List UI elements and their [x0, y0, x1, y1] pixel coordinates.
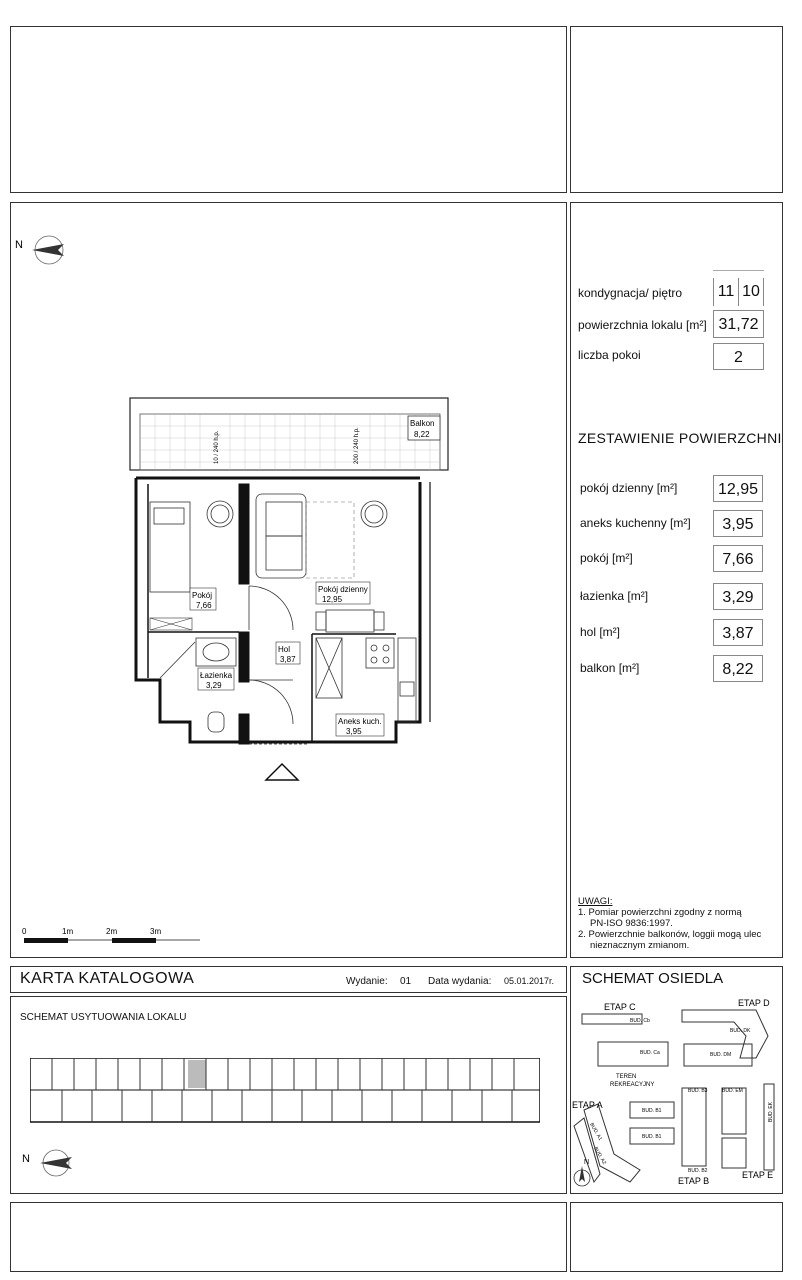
scale-tick: 3m — [150, 927, 162, 936]
sofa — [256, 494, 306, 578]
summary-row-label: aneks kuchenny [m²] — [580, 516, 691, 530]
room-area-pokoj: 7,66 — [196, 601, 212, 610]
floor-label: kondygnacja/ piętro — [578, 286, 683, 300]
summary-row-value: 3,29 — [713, 583, 763, 610]
notes-title: UWAGI: — [578, 896, 613, 907]
date-value: 05.01.2017r. — [504, 976, 555, 986]
doors — [249, 586, 308, 744]
etap-a: ETAP A — [572, 1100, 603, 1110]
dining-table — [316, 610, 384, 632]
room-label-lazienka: Łazienka — [200, 671, 233, 680]
notes-line: nieznacznym zmianom. — [590, 940, 690, 951]
interior-walls — [148, 484, 396, 744]
estate-title: SCHEMAT OSIEDLA — [582, 970, 724, 987]
bud-em: BUD. EM — [722, 1088, 743, 1094]
notes-line: 2. Powierzchnie balkonów, loggii mogą ulec — [578, 929, 762, 940]
scale-tick: 0 — [22, 927, 27, 936]
bud-a1: BUD. A1 — [588, 1122, 604, 1142]
summary-row-label: hol [m²] — [580, 625, 621, 639]
window-tag-1: 10 / 240 h.p. — [214, 430, 220, 464]
scale-bar — [22, 927, 200, 943]
summary-row-value: 12,95 — [713, 475, 763, 502]
building-strip — [30, 1058, 540, 1128]
rug — [306, 502, 354, 578]
catalog-title: KARTA KATALOGOWA — [20, 970, 195, 987]
top-right-frame — [570, 26, 783, 193]
area-value: 31,72 — [713, 310, 764, 338]
bud-ek: BUD. EK — [768, 1101, 774, 1122]
bud-dm: BUD. DM — [710, 1052, 732, 1058]
floor-value-1: 11 — [713, 278, 739, 306]
room-area-aneks: 3,95 — [346, 727, 362, 736]
bud-dk: BUD. DK — [730, 1028, 751, 1034]
bottom-right-frame — [570, 1202, 783, 1272]
location-title: SCHEMAT USYTUOWANIA LOKALU — [20, 1012, 187, 1023]
compass-label: N — [584, 1159, 590, 1166]
bud-b2: BUD. B2 — [688, 1168, 708, 1174]
floor-plan — [10, 202, 567, 958]
teren-label: TEREN — [616, 1074, 637, 1080]
room-area-dzienny: 12,95 — [322, 595, 343, 604]
room-area-hol: 3,87 — [280, 655, 296, 664]
rooms-value: 2 — [713, 343, 764, 370]
scale-tick: 2m — [106, 927, 118, 936]
bud-ca: BUD. Ca — [640, 1050, 660, 1056]
summary-row-value: 3,87 — [713, 619, 763, 646]
compass-label: N — [15, 239, 23, 251]
etap-e: ETAP E — [742, 1170, 774, 1180]
bud-a2: BUD. A2 — [592, 1146, 608, 1166]
top-left-frame — [10, 26, 567, 193]
wardrobe — [150, 618, 192, 630]
armchair-left — [207, 501, 233, 527]
bottom-left-frame — [10, 1202, 567, 1272]
summary-row-value: 8,22 — [713, 655, 763, 682]
bud-b3: BUD. B3 — [688, 1088, 708, 1094]
edition-value: 01 — [400, 976, 412, 987]
armchair-right — [361, 501, 387, 527]
scale-tick: 1m — [62, 927, 74, 936]
balcony — [130, 398, 448, 470]
room-label-pokoj: Pokój — [192, 591, 213, 600]
notes-line: PN-ISO 9836:1997. — [590, 918, 673, 929]
room-label-dzienny: Pokój dzienny — [318, 585, 368, 594]
bud-b1: BUD. B1 — [642, 1108, 662, 1114]
etap-d: ETAP D — [738, 998, 770, 1008]
room-label-hol: Hol — [278, 645, 291, 654]
summary-title: ZESTAWIENIE POWIERZCHNI — [578, 430, 782, 446]
bed — [150, 502, 190, 592]
date-label: Data wydania: — [428, 976, 492, 987]
edition-label: Wydanie: — [346, 976, 388, 987]
notes-line: 1. Pomiar powierzchni zgodny z normą — [578, 907, 742, 918]
etap-c: ETAP C — [604, 1002, 636, 1012]
room-labels — [190, 582, 384, 736]
summary-row-label: pokój [m²] — [580, 551, 633, 565]
estate-map — [570, 996, 783, 1194]
teren-label: REKREACYJNY — [610, 1082, 655, 1088]
entrance-arrow-icon — [266, 764, 298, 780]
room-area-balkon: 8,22 — [414, 430, 430, 439]
area-label: powierzchnia lokalu [m²] — [578, 318, 707, 332]
north-compass-icon — [15, 236, 64, 264]
floor-cell-top-rule — [713, 270, 764, 271]
outer-walls — [136, 478, 430, 742]
room-area-lazienka: 3,29 — [206, 681, 222, 690]
bud-cb: BUD. Cb — [630, 1018, 650, 1024]
kitchen — [316, 638, 416, 722]
floor-value-2: 10 — [738, 278, 764, 306]
estate-compass-icon — [574, 1159, 590, 1186]
summary-row-label: balkon [m²] — [580, 661, 640, 675]
summary-row-label: łazienka [m²] — [580, 589, 649, 603]
room-label-balkon: Balkon — [410, 419, 435, 428]
bud-b1: BUD. B1 — [642, 1134, 662, 1140]
location-compass-icon — [20, 1146, 80, 1180]
room-label-aneks: Aneks kuch. — [338, 717, 382, 726]
summary-row-value: 7,66 — [713, 545, 763, 572]
notes — [578, 896, 761, 951]
etap-b: ETAP B — [678, 1176, 710, 1186]
summary-row-value: 3,95 — [713, 510, 763, 537]
rooms-label: liczba pokoi — [578, 348, 641, 362]
compass-label: N — [22, 1153, 30, 1165]
summary-row-label: pokój dzienny [m²] — [580, 481, 678, 495]
window-tag-2: 200 / 240 h.p. — [354, 427, 360, 464]
